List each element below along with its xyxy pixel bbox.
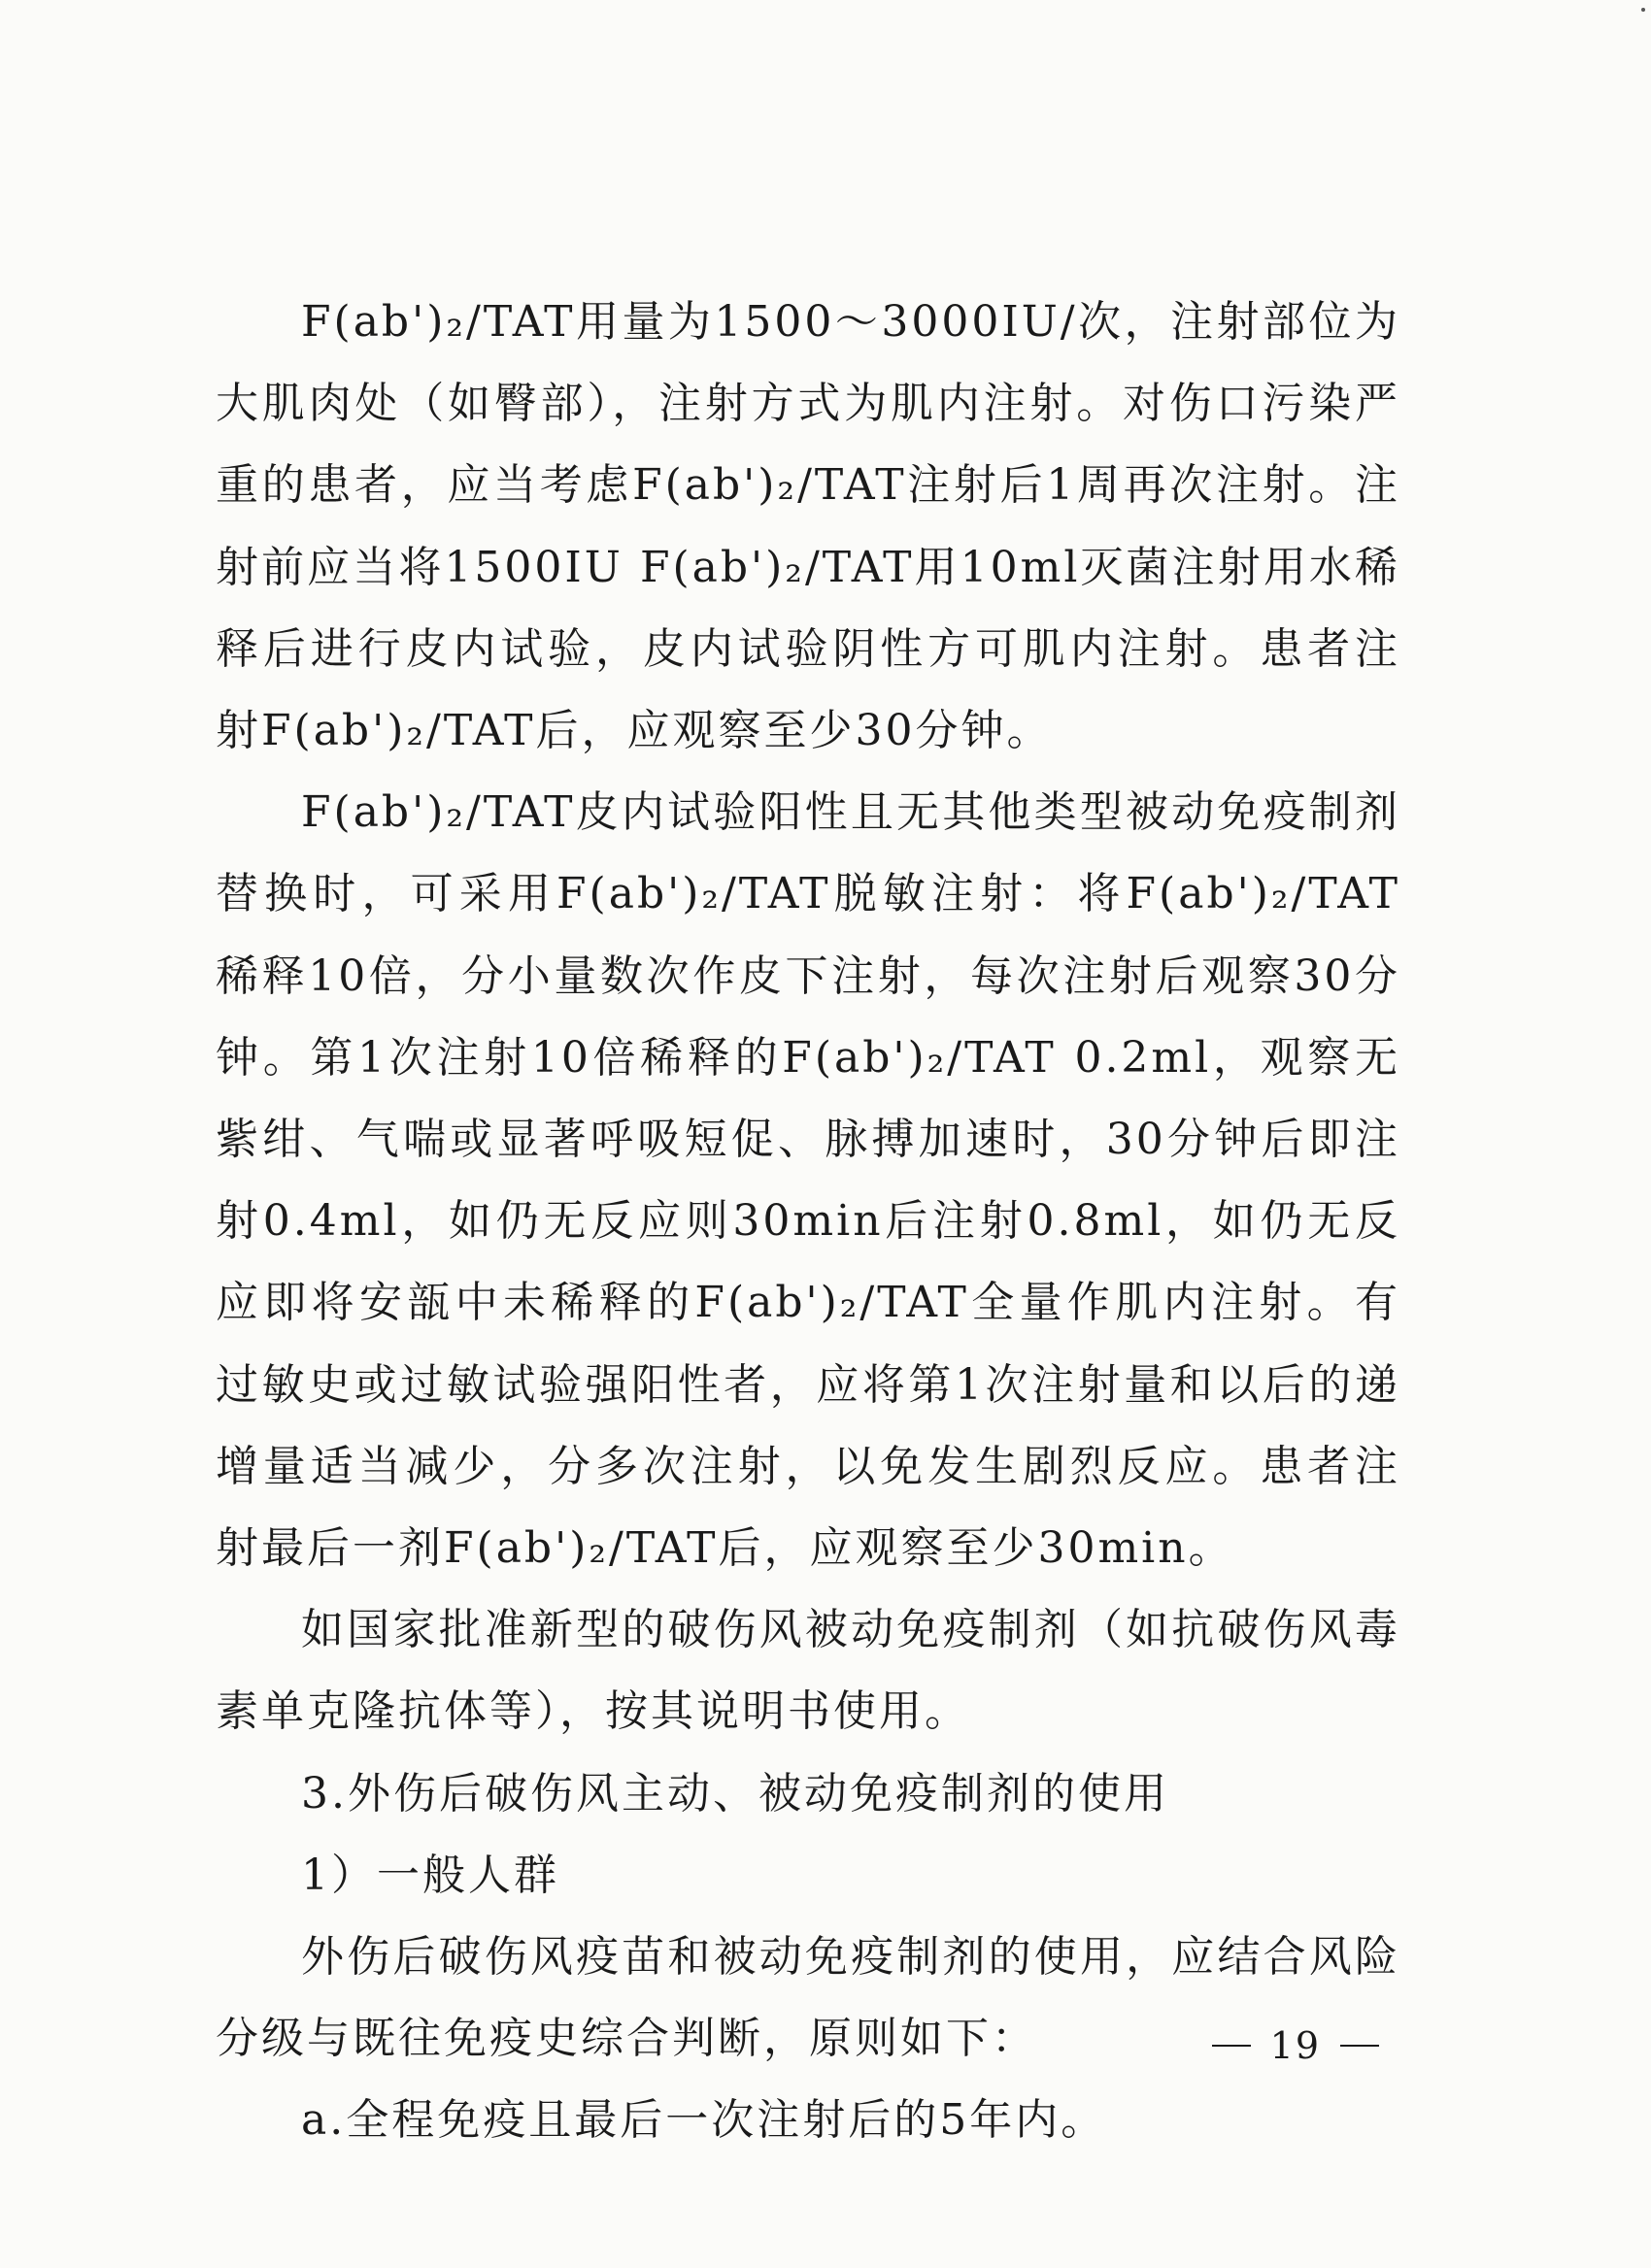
page-number — [1212, 2024, 1379, 2067]
page-number-text: 19 — [1269, 2024, 1321, 2067]
section-heading-3: 3.外伤后破伤风主动、被动免疫制剂的使用 — [301, 1768, 1169, 1818]
list-item-a: a.全程免疫且最后一次注射后的5年内。 — [301, 2095, 1107, 2146]
paragraph-new-agents: 如国家批准新型的破伤风被动免疫制剂（如抗破伤风毒素单克隆抗体等），按其说明书使用。 — [216, 1605, 1400, 1737]
paragraph-tat-dosage: F(ab')₂/TAT用量为1500～3000IU/次，注射部位为大肌肉处（如臀部），注射方式为肌内注射。对伤口污染严重的患者，应当考虑F(ab')₂/TAT注射后1周再次注射。注射前应当将1500IU F(ab')₂/TAT用10ml灭菌注射用水稀释后进行皮内试验，皮内试验阴性方可肌内注射。患者注射F(ab')₂/TAT后，应观察至少30分钟。 — [216, 297, 1400, 756]
scan-speck — [1641, 8, 1645, 12]
paragraph-principles: 外伤后破伤风疫苗和被动免疫制剂的使用，应结合风险分级与既往免疫史综合判断，原则如下： — [216, 1932, 1400, 2064]
body-text — [216, 282, 1400, 2162]
dash-left — [1212, 2045, 1251, 2047]
paragraph-desensitization: F(ab')₂/TAT皮内试验阳性且无其他类型被动免疫制剂替换时，可采用F(ab')₂/TAT脱敏注射：将F(ab')₂/TAT稀释10倍，分小量数次作皮下注射，每次注射后观察30分钟。第1次注射10倍稀释的F(ab')₂/TAT 0.2ml，观察无紫绀、气喘或显著呼吸短促、脉搏加速时，30分钟后即注射0.4ml，如仍无反应则30min后注射0.8ml，如仍无反应即将安瓿中未稀释的F(ab')₂/TAT全量作肌内注射。有过敏史或过敏试验强阳性者，应将第1次注射量和以后的递增量适当减少，分多次注射，以免发生剧烈反应。患者注射最后一剂F(ab')₂/TAT后，应观察至少30min。 — [216, 787, 1400, 1574]
dash-right — [1340, 2045, 1379, 2047]
subheading-general-population: 1）一般人群 — [301, 1850, 559, 1900]
